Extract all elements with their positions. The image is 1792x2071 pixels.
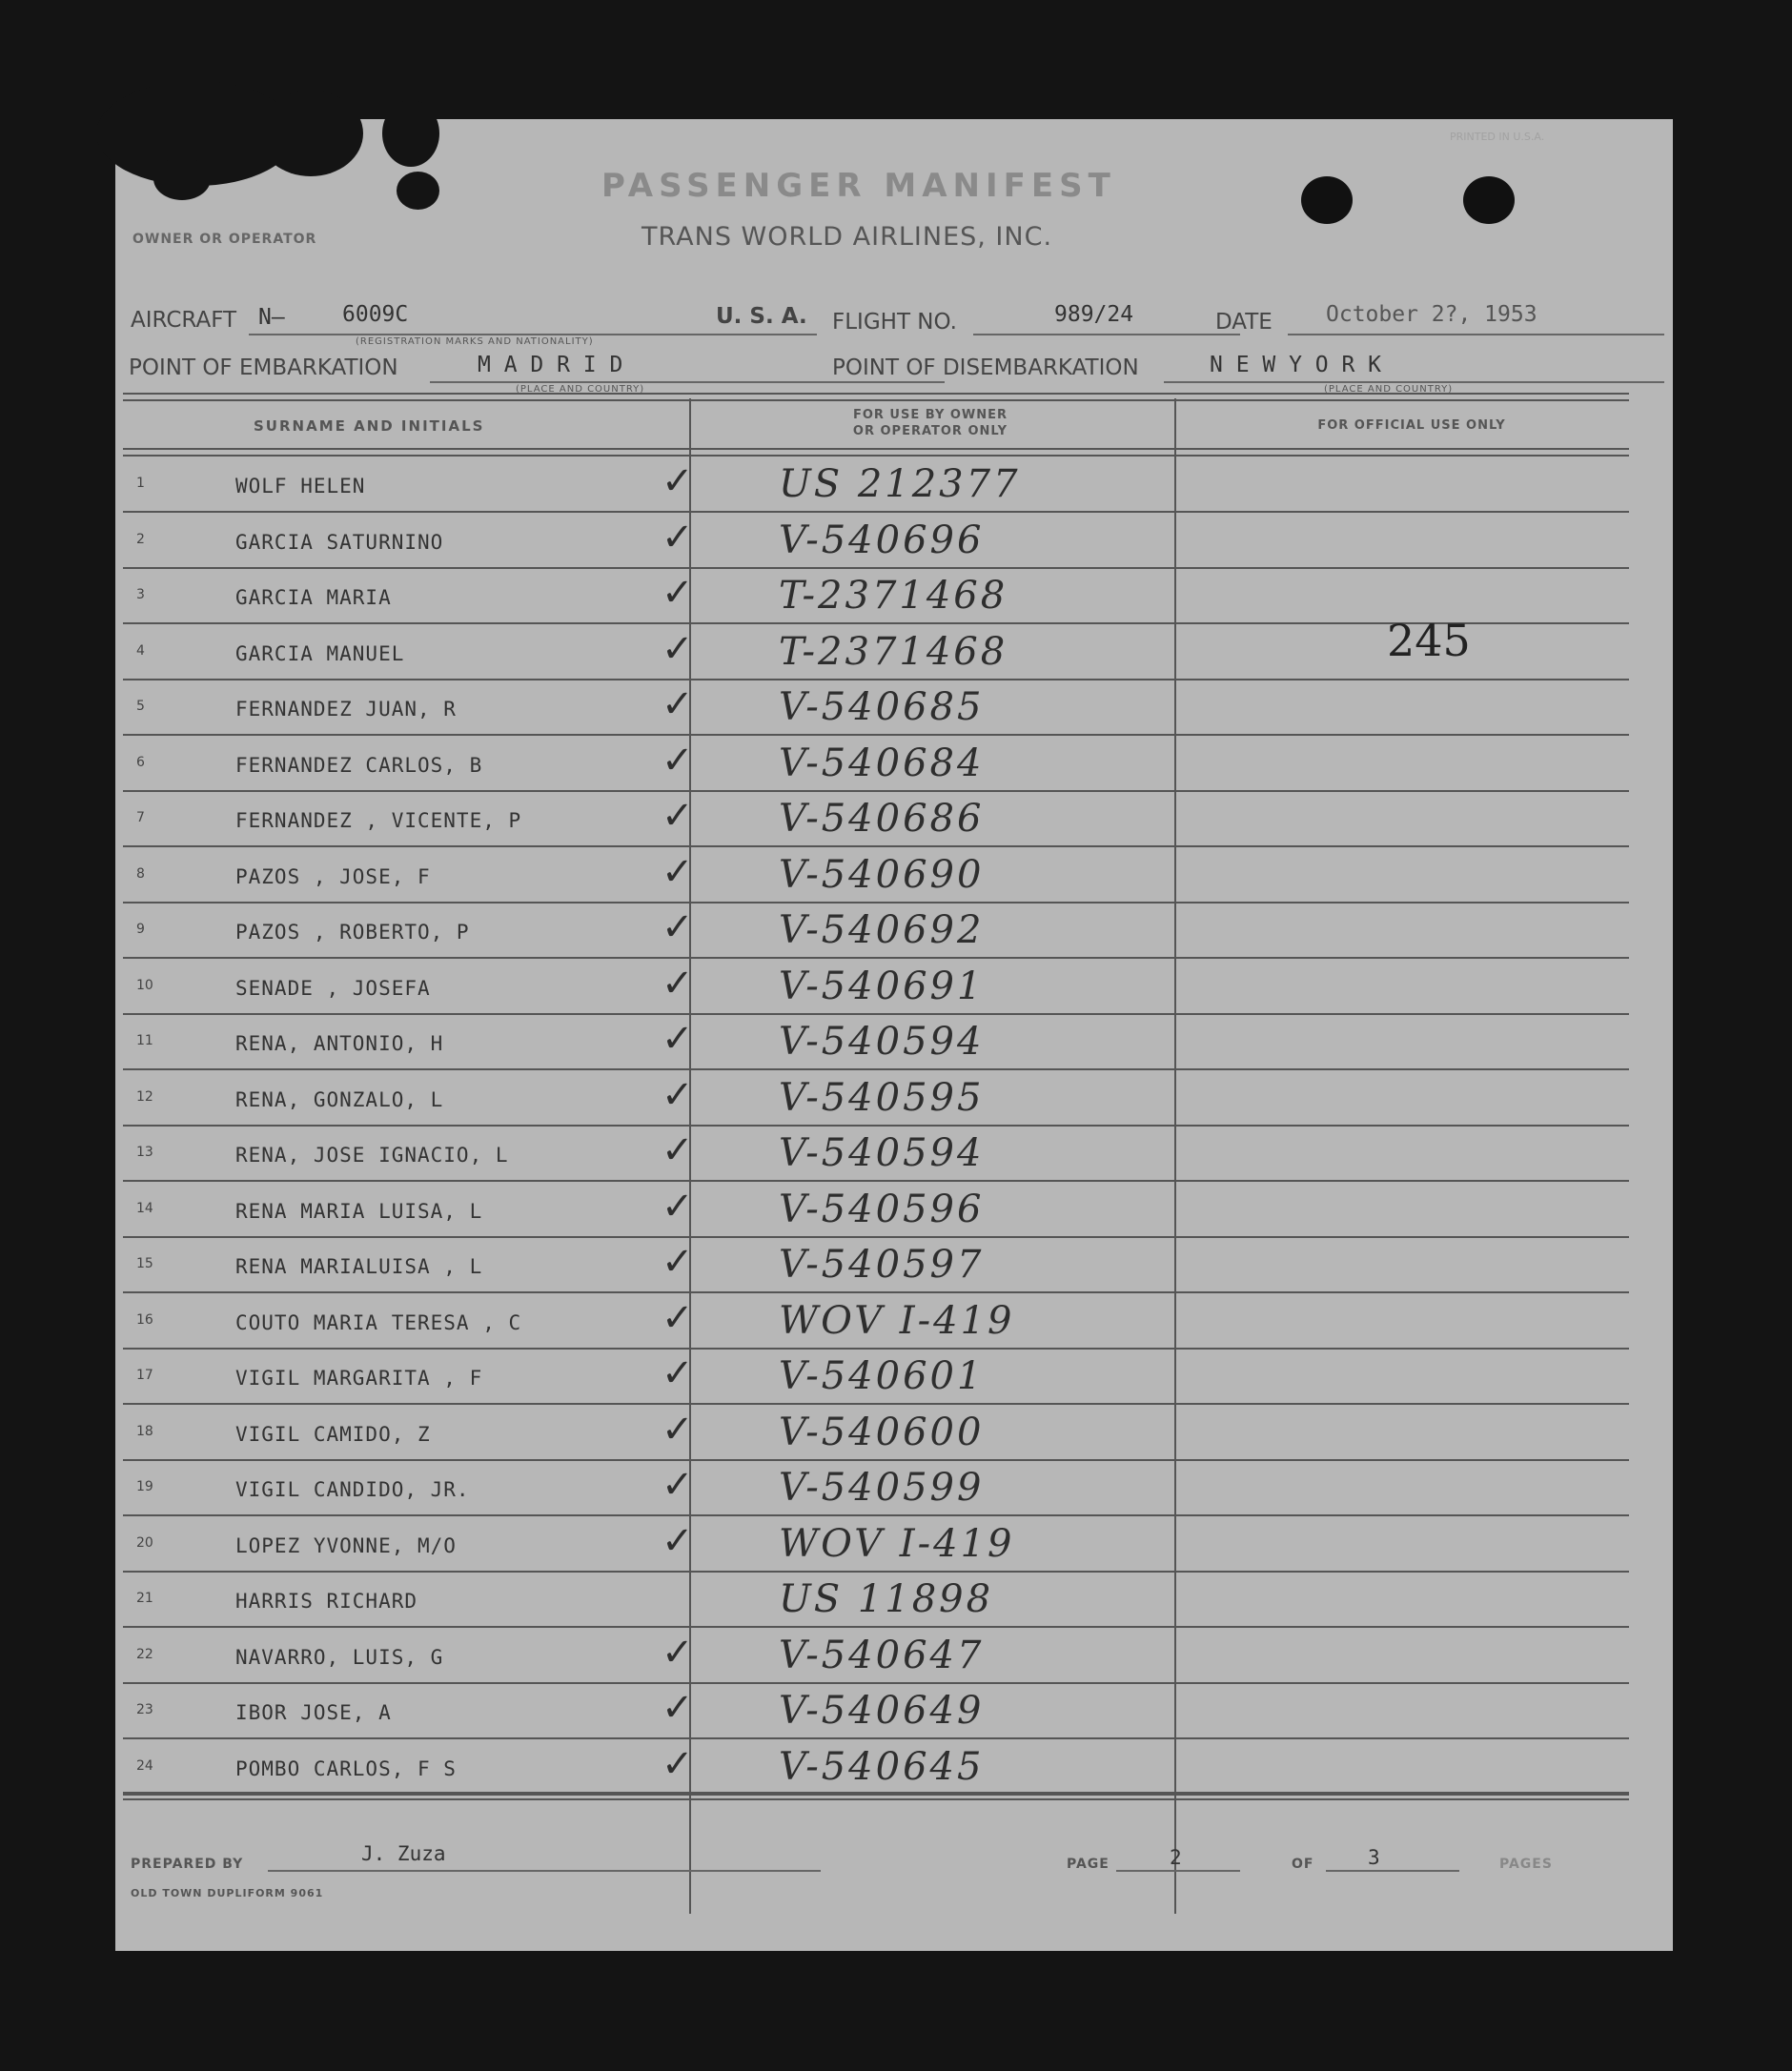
row-number: 4	[136, 642, 145, 659]
usa-label: U. S. A.	[716, 304, 807, 329]
passenger-name: HARRIS RICHARD	[235, 1590, 418, 1613]
header-top-rule	[123, 393, 1629, 401]
document-number: V-540645	[779, 1744, 985, 1789]
row-number: 23	[136, 1702, 153, 1717]
embark-place-note: (PLACE AND COUNTRY)	[516, 384, 645, 395]
passenger-name: POMBO CARLOS, F S	[235, 1756, 457, 1780]
passenger-row	[123, 1183, 1629, 1238]
checkmark-icon: ✓	[662, 961, 694, 1005]
date-label: DATE	[1215, 310, 1273, 335]
col-surname: SURNAME AND INITIALS	[254, 417, 485, 435]
checkmark-icon: ✓	[662, 1407, 694, 1452]
document-number: V-540647	[779, 1633, 985, 1677]
row-number: 8	[136, 865, 145, 882]
row-number: 10	[136, 977, 153, 993]
official-note: 245	[1387, 615, 1471, 666]
row-number: 19	[136, 1479, 153, 1494]
aircraft-prefix: N—	[258, 305, 285, 330]
passenger-row	[123, 792, 1629, 847]
of-value: 3	[1368, 1846, 1380, 1869]
row-number: 1	[136, 476, 145, 491]
prepared-value: J. Zuza	[361, 1842, 446, 1865]
document-number: V-540686	[779, 797, 985, 841]
disembark-label: POINT OF DISEMBARKATION	[832, 355, 1139, 380]
passenger-row	[123, 1071, 1629, 1127]
aircraft-label: AIRCRAFT	[131, 308, 237, 333]
document-number: US 11898	[779, 1577, 994, 1621]
checkmark-icon: ✓	[662, 1686, 694, 1730]
page-underline	[1116, 1870, 1240, 1872]
page-value: 2	[1170, 1846, 1182, 1869]
passenger-row	[123, 1740, 1629, 1796]
row-number: 6	[136, 754, 145, 770]
row-number: 12	[136, 1088, 153, 1105]
row-number: 24	[136, 1757, 153, 1774]
row-number: 21	[136, 1591, 153, 1606]
of-label: OF	[1292, 1857, 1314, 1872]
passenger-row	[123, 514, 1629, 569]
checkmark-icon: ✓	[662, 738, 694, 782]
passenger-row	[123, 960, 1629, 1015]
checkmark-icon: ✓	[662, 1630, 694, 1675]
punch-hole-left	[1301, 176, 1353, 224]
embark-label: POINT OF EMBARKATION	[129, 355, 398, 380]
col-official-use: FOR OFFICIAL USE ONLY	[1317, 418, 1506, 433]
passenger-name: RENA MARIA LUISA, L	[235, 1199, 483, 1223]
passenger-name: FERNANDEZ , VICENTE, P	[235, 809, 522, 832]
document-number: V-540597	[779, 1243, 985, 1287]
passenger-row	[123, 848, 1629, 904]
owner-label: OWNER OR OPERATOR	[132, 232, 317, 247]
checkmark-icon: ✓	[662, 905, 694, 949]
passenger-name: PAZOS , ROBERTO, P	[235, 921, 470, 944]
passenger-name: RENA, JOSE IGNACIO, L	[235, 1144, 509, 1167]
row-number: 7	[136, 810, 145, 825]
checkmark-icon: ✓	[662, 515, 694, 559]
document-number: V-540600	[779, 1410, 985, 1454]
form-id: OLD TOWN DUPLIFORM 9061	[131, 1887, 324, 1899]
pages-label: PAGES	[1499, 1857, 1553, 1872]
row-number: 13	[136, 1145, 153, 1160]
document-number: V-540599	[779, 1466, 985, 1510]
row-number: 2	[136, 531, 145, 547]
passenger-row	[123, 1238, 1629, 1293]
passenger-name: COUTO MARIA TERESA , C	[235, 1310, 522, 1334]
passenger-name: WOLF HELEN	[235, 475, 366, 497]
of-underline	[1326, 1870, 1459, 1872]
document-number: V-540601	[779, 1354, 985, 1398]
checkmark-icon: ✓	[662, 1351, 694, 1395]
passenger-row	[123, 457, 1629, 513]
checkmark-icon: ✓	[662, 1072, 694, 1117]
row-number: 11	[136, 1033, 153, 1048]
passenger-row	[123, 1294, 1629, 1350]
flight-underline	[973, 334, 1240, 335]
row-number: 17	[136, 1368, 153, 1383]
flight-label: FLIGHT NO.	[832, 310, 957, 335]
passenger-row	[123, 1461, 1629, 1516]
document-number: V-540596	[779, 1187, 985, 1231]
col-owner-use: FOR USE BY OWNER OR OPERATOR ONLY	[852, 408, 1008, 438]
document-number: V-540649	[779, 1689, 985, 1733]
checkmark-icon: ✓	[662, 1295, 694, 1340]
document-number: T-2371468	[779, 574, 1008, 618]
document-number: T-2371468	[779, 629, 1008, 674]
checkmark-icon: ✓	[662, 626, 694, 671]
torn-corner-3	[153, 157, 211, 200]
document-number: WOV I-419	[779, 1298, 1015, 1343]
passenger-name: LOPEZ YVONNE, M/O	[235, 1533, 457, 1557]
document-title: PASSENGER MANIFEST	[601, 167, 1116, 205]
passenger-name: GARCIA MANUEL	[235, 641, 405, 665]
registration-note: (REGISTRATION MARKS AND NATIONALITY)	[356, 336, 594, 347]
passenger-row	[123, 904, 1629, 959]
document-number: V-540690	[779, 852, 985, 897]
aircraft-value: 6009C	[342, 302, 409, 327]
passenger-row	[123, 1629, 1629, 1684]
checkmark-icon: ✓	[662, 1128, 694, 1172]
date-underline	[1288, 334, 1664, 335]
punch-hole-right	[1463, 176, 1515, 224]
passenger-row	[123, 680, 1629, 736]
document-number: US 212377	[779, 462, 1021, 506]
passenger-row	[123, 1684, 1629, 1739]
passenger-name: VIGIL CAMIDO, Z	[235, 1422, 431, 1446]
header-bottom-rule	[123, 448, 1629, 457]
document-number: V-540696	[779, 518, 985, 562]
checkmark-icon: ✓	[662, 571, 694, 615]
checkmark-icon: ✓	[662, 794, 694, 838]
passenger-name: PAZOS , JOSE, F	[235, 864, 431, 888]
row-number: 9	[136, 922, 145, 937]
document-number: V-540684	[779, 741, 985, 785]
flight-value: 989/24	[1054, 302, 1134, 327]
passenger-name: RENA MARIALUISA , L	[235, 1255, 483, 1278]
disembark-underline	[1164, 381, 1664, 383]
passenger-name: SENADE , JOSEFA	[235, 976, 431, 1000]
passenger-row	[123, 1350, 1629, 1405]
document-number: V-540595	[779, 1075, 985, 1120]
manifest-sheet	[115, 119, 1673, 1951]
torn-corner-4	[382, 100, 439, 167]
passenger-row	[123, 1127, 1629, 1182]
document-number: V-540685	[779, 685, 985, 729]
checkmark-icon: ✓	[662, 1463, 694, 1507]
passenger-name: FERNANDEZ CARLOS, B	[235, 753, 483, 777]
document-number: V-540594	[779, 1131, 985, 1175]
checkmark-icon: ✓	[662, 1184, 694, 1228]
document-number: WOV I-419	[779, 1521, 1015, 1566]
checkmark-icon: ✓	[662, 1518, 694, 1563]
checkmark-icon: ✓	[662, 1741, 694, 1786]
checkmark-icon: ✓	[662, 849, 694, 894]
prepared-underline	[268, 1870, 821, 1872]
aircraft-underline	[249, 334, 817, 335]
row-number: 14	[136, 1200, 153, 1216]
passenger-row	[123, 1517, 1629, 1573]
passenger-name: GARCIA SATURNINO	[235, 530, 444, 554]
row-number: 18	[136, 1423, 153, 1439]
passenger-name: VIGIL CANDIDO, JR.	[235, 1478, 470, 1501]
row-number: 22	[136, 1646, 153, 1662]
row-number: 15	[136, 1256, 153, 1271]
prepared-label: PREPARED BY	[131, 1857, 244, 1872]
passenger-name: NAVARRO, LUIS, G	[235, 1645, 444, 1669]
date-value: October 2?, 1953	[1326, 302, 1537, 327]
company-name: TRANS WORLD AIRLINES, INC.	[641, 222, 1053, 252]
embark-value: M A D R I D	[478, 353, 623, 377]
checkmark-icon: ✓	[662, 1017, 694, 1061]
passenger-name: VIGIL MARGARITA , F	[235, 1367, 483, 1390]
table-bottom-rule	[123, 1792, 1629, 1800]
disembark-place-note: (PLACE AND COUNTRY)	[1324, 384, 1454, 395]
checkmark-icon: ✓	[662, 1240, 694, 1284]
print-stamp: PRINTED IN U.S.A.	[1450, 131, 1545, 143]
row-number: 5	[136, 699, 145, 714]
row-number: 16	[136, 1311, 153, 1328]
torn-corner-2	[258, 91, 363, 176]
document-number: V-540594	[779, 1020, 985, 1064]
passenger-name: RENA, GONZALO, L	[235, 1087, 444, 1111]
checkmark-icon: ✓	[662, 459, 694, 503]
passenger-row	[123, 1573, 1629, 1628]
document-number: V-540692	[779, 908, 985, 952]
passenger-row	[123, 1406, 1629, 1461]
checkmark-icon: ✓	[662, 682, 694, 726]
passenger-name: FERNANDEZ JUAN, R	[235, 698, 457, 721]
passenger-row	[123, 737, 1629, 792]
document-number: V-540691	[779, 964, 985, 1008]
row-number: 20	[136, 1534, 153, 1551]
passenger-row	[123, 1015, 1629, 1070]
torn-corner-5	[397, 172, 439, 210]
disembark-value: N E W Y O R K	[1210, 353, 1382, 377]
page-label: PAGE	[1067, 1857, 1110, 1872]
passenger-name: IBOR JOSE, A	[235, 1701, 392, 1724]
passenger-name: RENA, ANTONIO, H	[235, 1032, 444, 1055]
embark-underline	[430, 381, 945, 383]
passenger-name: GARCIA MARIA	[235, 586, 392, 609]
row-number: 3	[136, 587, 145, 602]
